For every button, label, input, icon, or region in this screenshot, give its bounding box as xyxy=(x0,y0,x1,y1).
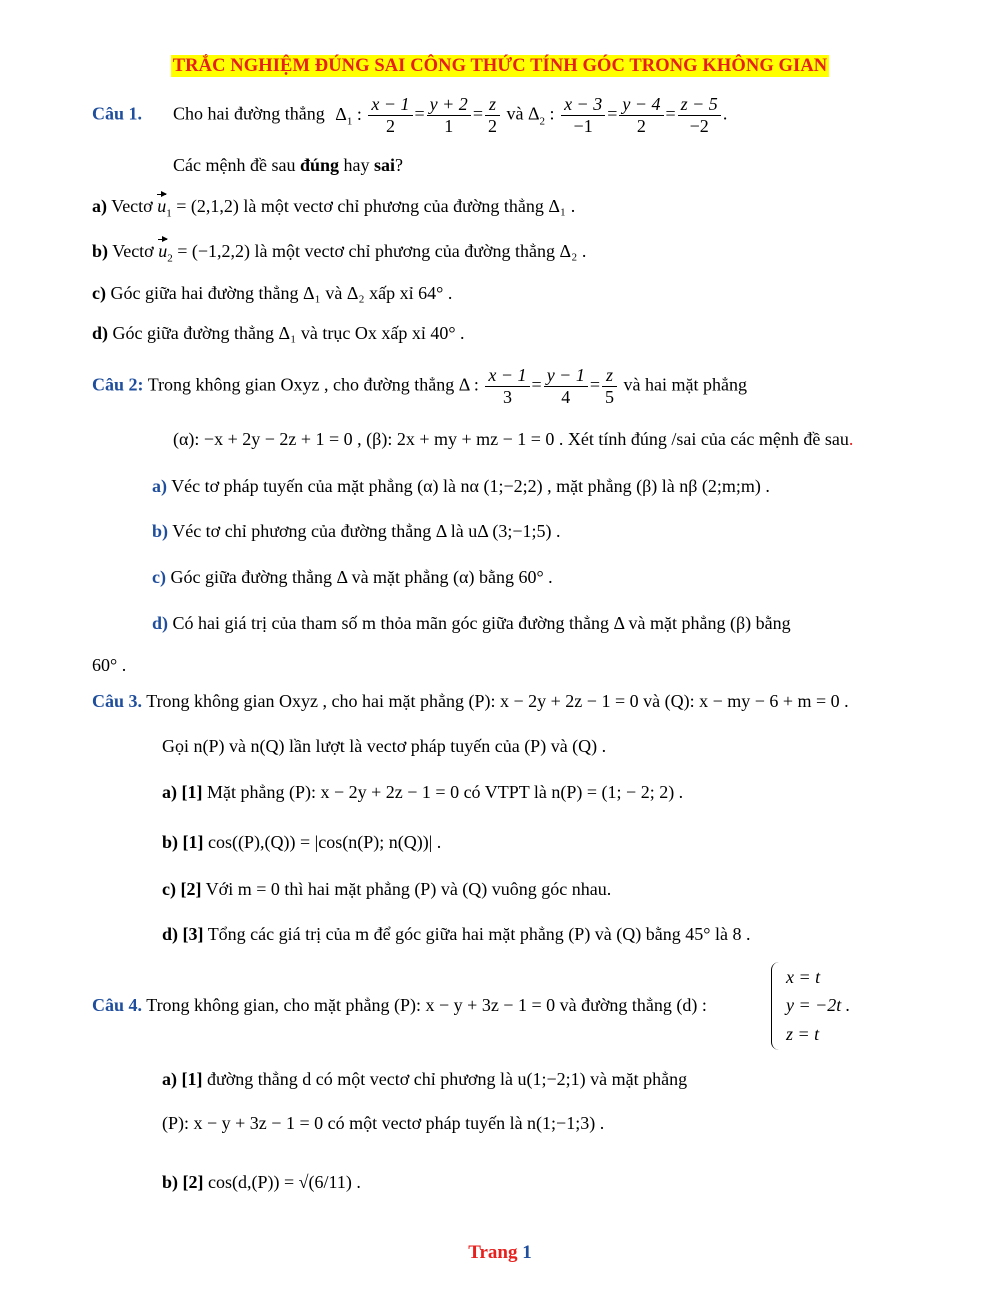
q2-planes: (α): −x + 2y − 2z + 1 = 0 , (β): 2x + my + mz − 1 = 0 . Xét tính đúng /sai của các mệnh đề sau. xyxy=(173,429,854,449)
q4-system-3: z = t xyxy=(786,1024,820,1044)
q1-statement-d: d) Góc giữa đường thẳng Δ₁ và trục Ox xấp xỉ 40° . xyxy=(92,323,465,343)
q3-goi: Gọi n(P) và n(Q) lần lượt là vectơ pháp tuyến của (P) và (Q) . xyxy=(162,736,607,756)
q4-system-2: y = −2t . xyxy=(786,995,851,1015)
q1-intro: Cho hai đường thẳng xyxy=(173,103,325,124)
q1-statement-c: c) Góc giữa hai đường thẳng Δ₁ và Δ₂ xấp xỉ 64° . xyxy=(92,283,453,303)
q1-header: Câu 1. Cho hai đường thẳng $\Delta_1$ : $\frac{x - 1}{2}$ = $\frac{y + 2}{1}$ = $\frac{z}{2}$ và $\Delta_2$ : $\frac{x - 3}{-1}$ = $\frac{y - 4}{2}$ = $\frac{z - 5}{-2}$ . xyxy=(92,94,728,136)
q1-statement-a: a) Vectơ $u_1 = (2,1,2)$ là một vectơ chỉ phương của đường thẳng Δ₁ . xyxy=(92,196,576,220)
q4-system-brace xyxy=(771,962,782,1050)
q3-statement-a: a) [1] Mặt phẳng (P): x − 2y + 2z − 1 = 0 có VTPT là n(P) = (1; − 2; 2) . xyxy=(162,782,684,802)
q2-statement-c: c) Góc giữa đường thẳng Δ và mặt phẳng (α) bằng 60° . xyxy=(152,567,553,587)
q2-statement-d-cont: 60° . xyxy=(92,655,127,675)
q4-statement-a-cont: (P): x − y + 3z − 1 = 0 có một vectơ pháp tuyến là n(1;−1;3) . xyxy=(162,1113,605,1133)
q3-statement-c: c) [2] Với m = 0 thì hai mặt phẳng (P) và (Q) vuông góc nhau. xyxy=(162,879,612,899)
q4-system-1: x = t xyxy=(786,967,821,987)
q4-statement-a: a) [1] đường thẳng d có một vectơ chỉ phương là u(1;−2;1) và mặt phẳng xyxy=(162,1069,688,1089)
q1-label: Câu 1. xyxy=(92,103,143,124)
q2-statement-a: a) Véc tơ pháp tuyến của mặt phẳng (α) là nα (1;−2;2) , mặt phẳng (β) là nβ (2;m;m) . xyxy=(152,476,770,496)
q2-statement-b: b) Véc tơ chỉ phương của đường thẳng Δ là uΔ (3;−1;5) . xyxy=(152,521,561,541)
q2-header: Câu 2: Trong không gian Oxyz , cho đường thẳng Δ : $\frac{x - 1}{3}$ = $\frac{y - 1}{4}$ = $\frac{z}{5}$ và hai mặt phẳng xyxy=(92,365,747,407)
page-footer: Trang 1 xyxy=(468,1242,532,1263)
q1-statement-b: b) Vectơ $u_2 = (-1,2,2)$ là một vectơ chỉ phương của đường thẳng Δ₂ . xyxy=(92,241,587,265)
document-title: TRẮC NGHIỆM ĐÚNG SAI CÔNG THỨC TÍNH GÓC TRONG KHÔNG GIAN xyxy=(172,56,828,76)
q4-header: Câu 4. Trong không gian, cho mặt phẳng (P): x − y + 3z − 1 = 0 và đường thẳng (d) : xyxy=(92,995,707,1015)
q3-statement-b: b) [1] cos((P),(Q)) = |cos(n(P); n(Q))| . xyxy=(162,832,442,852)
q4-statement-b: b) [2] cos(d,(P)) = √(6/11) . xyxy=(162,1172,361,1192)
q2-statement-d: d) Có hai giá trị của tham số m thỏa mãn góc giữa đường thẳng Δ và mặt phẳng (β) bằng xyxy=(152,613,791,633)
q3-statement-d: d) [3] Tổng các giá trị của m để góc giữa hai mặt phẳng (P) và (Q) bằng 45° là 8 . xyxy=(162,924,751,944)
q1-prompt: Các mệnh đề sau đúng hay sai? xyxy=(173,155,404,175)
q3-header: Câu 3. Trong không gian Oxyz , cho hai mặt phẳng (P): x − 2y + 2z − 1 = 0 và (Q): x − my − 6 + m = 0 . xyxy=(92,691,849,711)
